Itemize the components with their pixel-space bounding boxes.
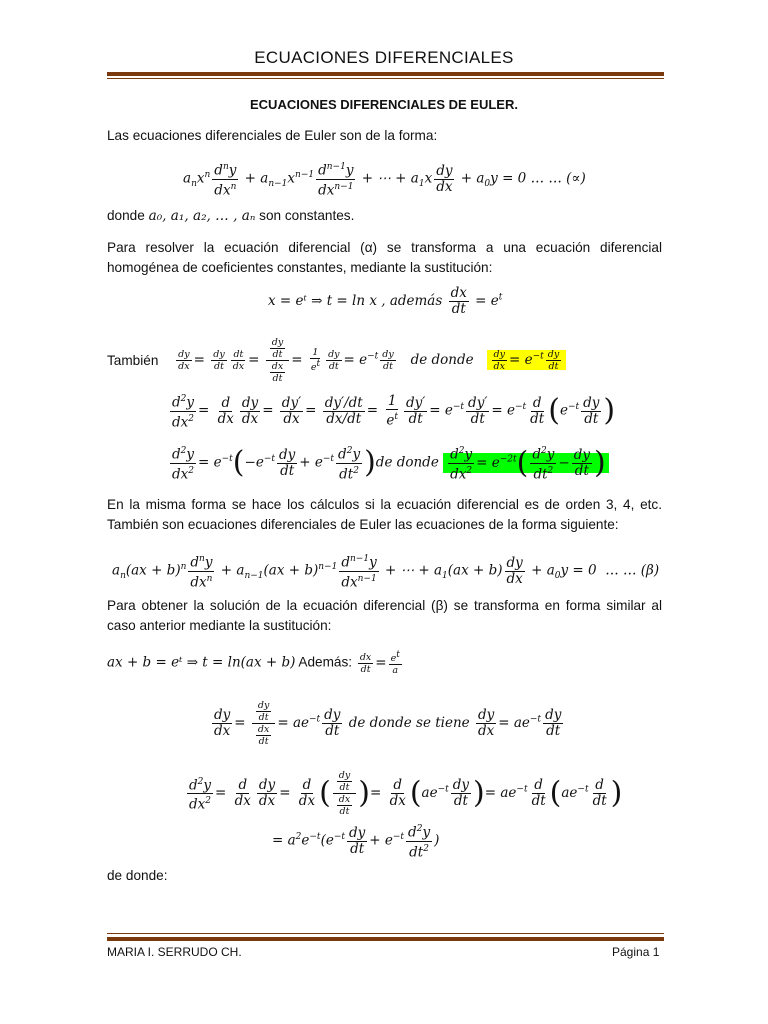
- header-rule: [107, 72, 664, 76]
- second-derivative-step: $\frac{d^2y}{dx^2}$ = $\frac{d}{dx}$ $\frac{dy}{dx}$ = $\frac{dy'}{dx}$ = $\frac{dy'/dt}{dx/dt}$ = $\frac{1}{e^t}$ $\frac{dy'}{dt}$ = $e^{-t}$ $\frac{dy'}{dt}$ = $e^{-t}$ $\frac{d}{dt}$ ($e^{-t}$ $\frac{dy}{dt}$ ): [172, 392, 616, 430]
- tambien-label: También: [107, 352, 159, 368]
- substitution-equation-1: x = eᵗ ⇒ t = ln x , además $\frac{dx}{dt}$ = $e^t$: [268, 285, 503, 317]
- paragraph-intro: Las ecuaciones diferenciales de Euler son de la forma:: [107, 128, 438, 143]
- section-title: ECUACIONES DIFERENCIALES DE EULER.: [250, 97, 518, 112]
- constants-list: a₀, a₁, a₂, … , aₙ: [148, 208, 256, 224]
- footer-rule: [107, 937, 664, 941]
- second-derivative-result: $\frac{d^2y}{dx^2}$ = $e^{-t}(-e^{-t}$ $\frac{dy}{dt}$ + $e^{-t}$ $\frac{d^2y}{dt^2}$ )de donde $\frac{d^2y}{dx^2}$ = $e^{-2t}$( $\frac{d^2y}{dt^2}$ − $\frac{dy}{dt}$ ): [168, 444, 609, 482]
- page-header-title: ECUACIONES DIFERENCIALES: [254, 48, 514, 67]
- de-donde-se-tiene-label: de donde se tiene: [348, 715, 470, 731]
- substitution-text: x = eᵗ ⇒ t = ln x , además: [268, 293, 443, 309]
- de-donde-label-2: de donde: [375, 454, 439, 471]
- beta-first-derivative: $\frac{dy}{dx}$ = $\frac{\frac{dy}{dt}}{\frac{dx}{dt}}$ = $ae^{-t}$ $\frac{dy}{dt}$ de donde se tiene $\frac{dy}{dx}$ = $ae^{-t}$ $\frac{dy}{dt}$: [214, 700, 562, 747]
- substitution-equation-2: ax + b = eᵗ ⇒ t = ln(ax + b) Además: $\frac{dx}{dt}$ = $\frac{e^t}{a}$: [107, 650, 400, 677]
- footer-author: MARIA I. SERRUDO CH.: [107, 945, 242, 959]
- paragraph-de-donde: de donde:: [107, 868, 168, 883]
- constants-suffix: son constantes.: [259, 208, 355, 223]
- constants-prefix: donde: [107, 208, 145, 223]
- ademas-label: Además:: [298, 654, 353, 670]
- paragraph-higher-order: En la misma forma se hace los cálculos si la ecuación diferencial es de orden 3, 4, etc. También son ecuaciones diferenciales de Euler las ecuaciones de la forma siguiente:: [107, 497, 662, 532]
- equation-tag-beta: … … (β): [605, 562, 660, 579]
- euler-equation: $a_nx^n$ $\frac{d^ny}{dx^n}$ + $a_{n-1}x^{n-1}$ $\frac{d^{n-1}y}{dx^{n-1}}$ + ⋯ + $a_1x$ $\frac{dy}{dx}$ + $a_0y = 0$ … … (∝): [183, 162, 586, 198]
- paragraph-beta-substitution: Para obtener la solución de la ecuación diferencial (β) se transforma en forma similar al caso anterior mediante la sustitución:: [107, 598, 662, 633]
- beta-second-derivative-step: $\frac{d^2y}{dx^2}$ = $\frac{d}{dx}$ $\frac{dy}{dx}$ = $\frac{d}{dx}$ ( $\frac{\frac{dy}{dt}}{\frac{dx}{dt}}$ )= $\frac{d}{dx}$ ($ae^{-t}$ $\frac{dy}{dt}$ )= $ae^{-t}$ $\frac{d}{dt}$ ($ae^{-t}$ $\frac{d}{dt}$ ): [189, 770, 623, 817]
- derivative-first: También $\frac{dy}{dx}$ = $\frac{dy}{dt}$ $\frac{dt}{dx}$ = $\frac{\frac{dy}{dt}}{\frac{dx}{dt}}$ = $\frac{1}{e^t}$ $\frac{dy}{dt}$ = $e^{-t}$ $\frac{dy}{dt}$ de donde $\frac{dy}{dx}$ = $e^{-t}$ $\frac{dy}{dt}$: [107, 337, 566, 384]
- equation-tag-alpha: … … (∝): [530, 170, 586, 187]
- footer-rule-thin: [107, 933, 664, 934]
- paragraph-substitution: Para resolver la ecuación diferencial (α) se transforma a una ecuación diferencial homogénea de coeficientes constantes, mediante la sustitución:: [107, 240, 662, 275]
- highlight-first-derivative: $\frac{dy}{dx}$ = $e^{-t}$ $\frac{dy}{dt}$: [487, 350, 567, 370]
- de-donde-label: de donde: [410, 352, 474, 368]
- euler-equation-beta: $a_n(ax + b)^n$ $\frac{d^ny}{dx^n}$ + $a_{n-1}(ax + b)^{n-1}$ $\frac{d^{n-1}y}{dx^{n-1}}$ + ⋯ + $a_1(ax + b)$ $\frac{dy}{dx}$ + $a_0y = 0$ … … (β): [112, 554, 660, 590]
- substitution-text-2: ax + b = eᵗ ⇒ t = ln(ax + b): [107, 654, 296, 671]
- header-rule-thin: [107, 78, 664, 79]
- footer-page-number: Página 1: [612, 945, 660, 959]
- beta-second-derivative-result: = $a^2e^{-t}(e^{-t}$ $\frac{dy}{dt}$ + $e^{-t}$ $\frac{d^2y}{dt^2}$ ): [272, 824, 440, 860]
- highlight-second-derivative: $\frac{d^2y}{dx^2}$ = $e^{-2t}$( $\frac{d^2y}{dt^2}$ − $\frac{dy}{dt}$ ): [443, 453, 609, 473]
- paragraph-constants: [107, 206, 662, 226]
